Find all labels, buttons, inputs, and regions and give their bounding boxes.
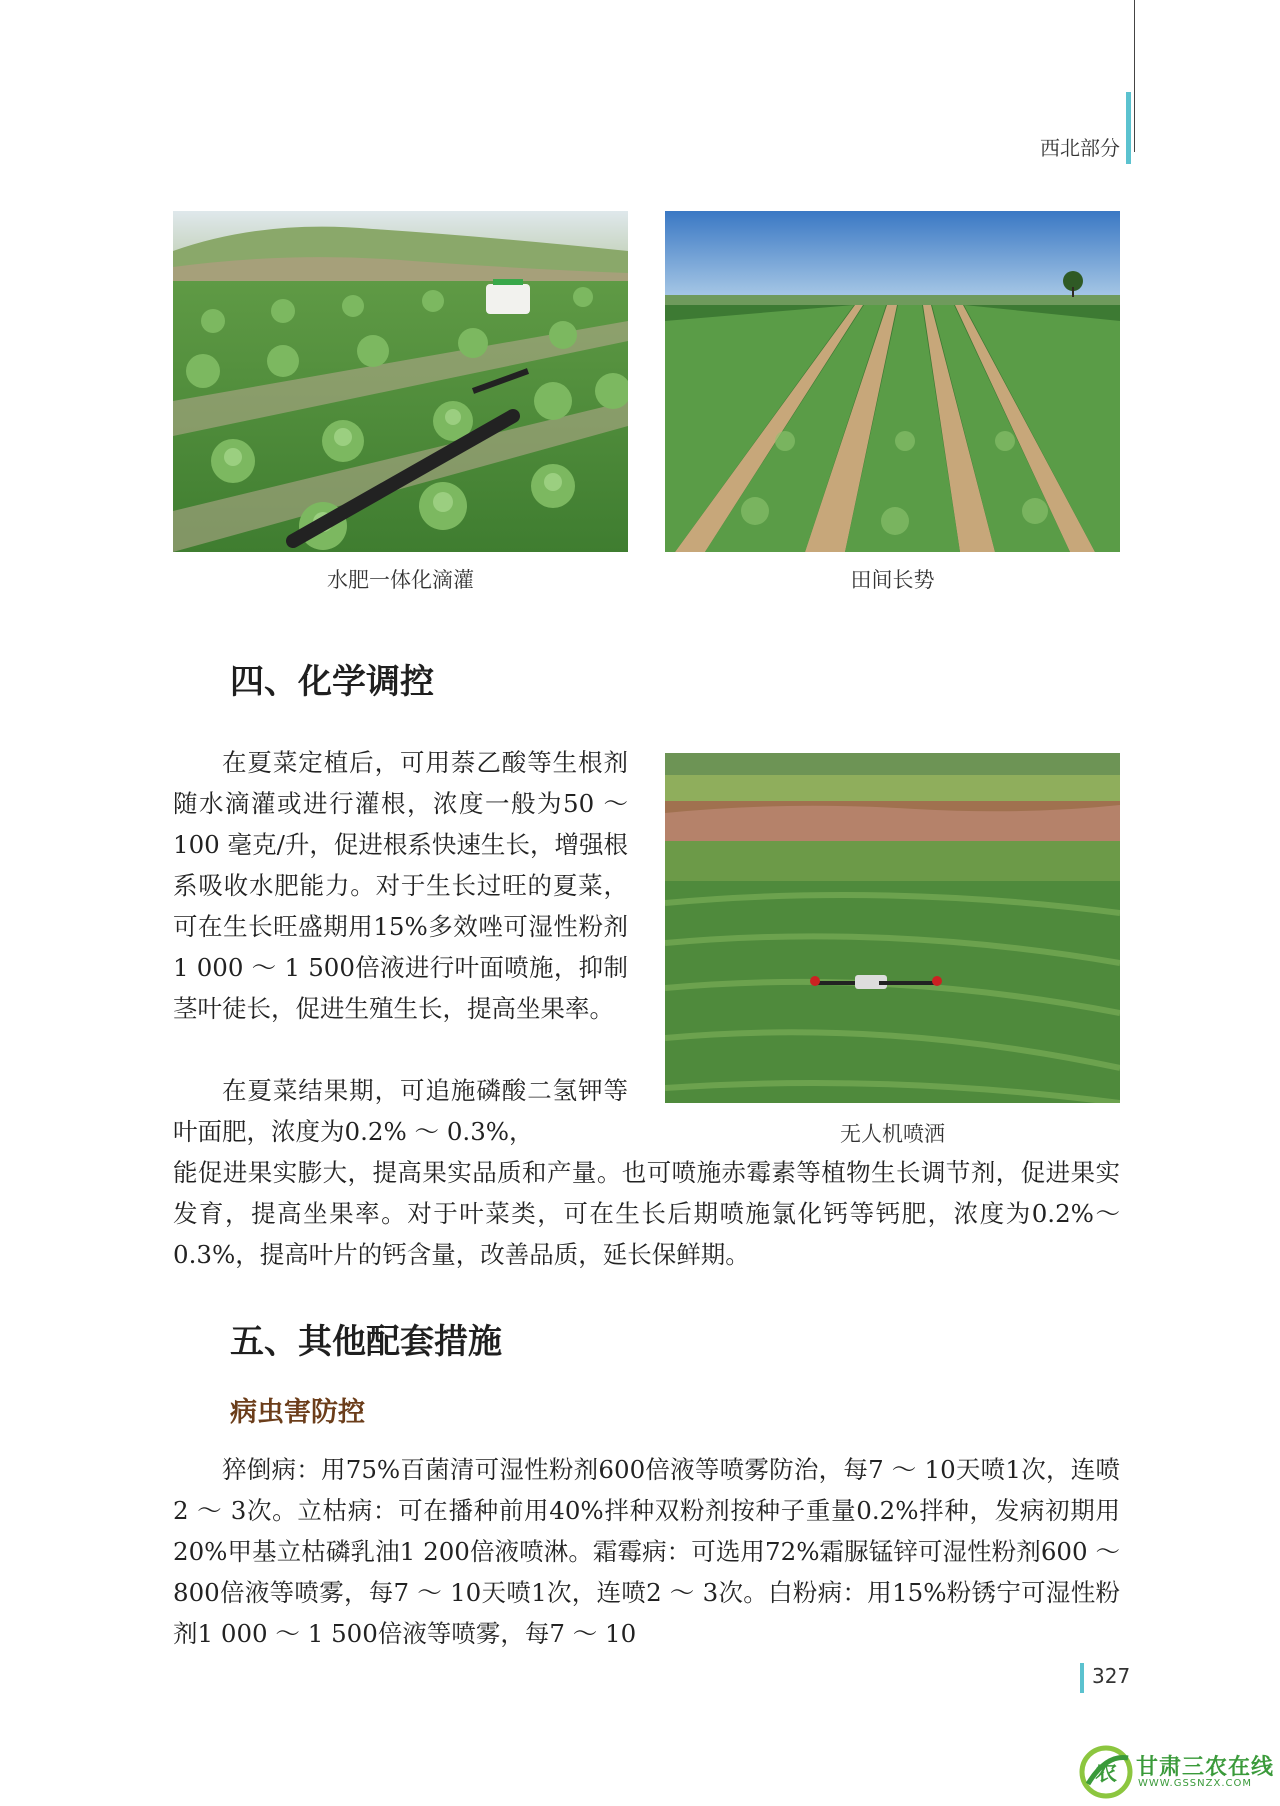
photo-field-growth [665,211,1120,552]
paragraph-root-regulation: 在夏菜定植后，可用萘乙酸等生根剂随水滴灌或进行灌根，浓度一般为50 ～ 100 毫克/升，促进根系快速生长，增强根系吸收水肥能力。对于生长过旺的夏菜，可在生长旺盛期用15%多效唑可湿性粉剂1 000 ～ 1 500倍液进行叶面喷施，抑制茎叶徒长，促进生殖生长，提高坐果率。 [173,748,628,1023]
caption-drip-irrigation: 水肥一体化滴灌 [327,568,474,592]
paragraph-fruiting-bottom: 能促进果实膨大，提高果实品质和产量。也可喷施赤霉素等植物生长调节剂，促进果实发育，提高坐果率。对于叶菜类，可在生长后期喷施氯化钙等钙肥，浓度为0.2%～ 0.3%，提高叶片的钙含量，改善品质，延长保鲜期。 [173,1158,1120,1269]
caption-field-growth: 田间长势 [850,568,935,592]
page-number-bar [1080,1663,1084,1693]
photo-drone-spraying [665,753,1120,1103]
header-rule [1134,0,1135,152]
watermark-name: 甘肃三农在线 [1136,1755,1275,1780]
watermark-logo-icon [1078,1744,1134,1800]
page-number: 327 [1092,1664,1131,1688]
section-heading-chemical-regulation: 四、化学调控 [230,662,434,702]
photo-drip-irrigation [173,211,628,552]
svg-text:农: 农 [1094,1761,1118,1786]
section-label: 西北部分 [1040,136,1120,160]
paragraph-fruiting-top: 在夏菜结果期，可追施磷酸二氢钾等叶面肥，浓度为0.2% ～ 0.3%， [173,1076,628,1146]
caption-drone-spraying: 无人机喷洒 [840,1122,945,1146]
subheading-pest-control: 病虫害防控 [230,1397,365,1428]
header-accent-bar [1126,92,1131,164]
watermark-url: WWW.GSSNZX.COM [1138,1778,1252,1789]
section-heading-other-measures: 五、其他配套措施 [230,1322,502,1362]
paragraph-pest-control: 猝倒病：用75%百菌清可湿性粉剂600倍液等喷雾防治，每7 ～ 10天喷1次，连喷2 ～ 3次。立枯病：可在播种前用40%拌种双粉剂按种子重量0.2%拌种，发病初期用20%甲基立枯磷乳油1 200倍液喷淋。霜霉病：可选用72%霜脲锰锌可湿性粉剂600 ～ 800倍液等喷雾，每7 ～ 10天喷1次，连喷2 ～ 3次。白粉病：用15%粉锈宁可湿性粉剂1 000 ～ 1 500倍液等喷雾，每7 ～ 10 [173,1455,1120,1648]
watermark [1078,1742,1278,1802]
